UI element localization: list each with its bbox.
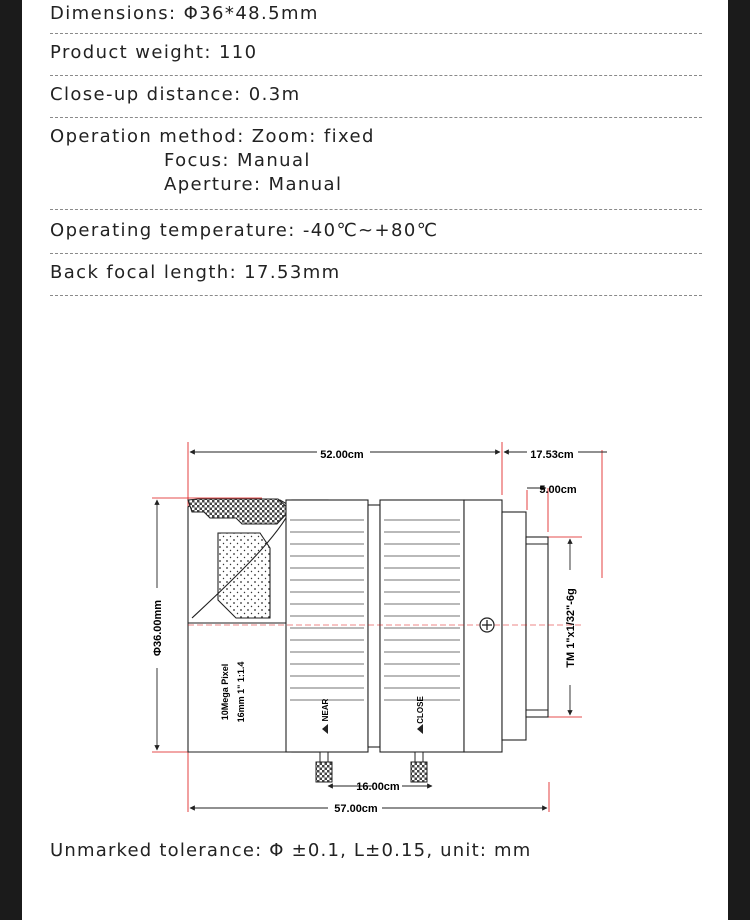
lens-technical-drawing — [22, 300, 728, 840]
spec-sheet — [22, 0, 728, 920]
spec-weight: Product weight: 110 — [50, 34, 702, 76]
thread-spec-label: TM 1"x1/32"-6g — [565, 588, 577, 668]
spec-operation-method: Operation method: Zoom: fixed Focus: Manual Aperture: Manual — [50, 118, 702, 210]
spec-dimensions: Dimensions: Φ36*48.5mm — [50, 0, 702, 34]
dim-flange-label: 17.53cm — [530, 449, 574, 461]
lens-label-megapixel: 10Mega Pixel — [220, 663, 230, 721]
dim-diameter-label: Φ36.00mm — [152, 599, 164, 657]
dim-top-label: 52.00cm — [320, 449, 364, 461]
near-label: NEAR — [321, 698, 330, 722]
dim-screw-spacing-label: 16.00cm — [356, 781, 400, 793]
close-label: CLOSE — [416, 696, 425, 724]
spec-closeup-distance: Close-up distance: 0.3m — [50, 76, 702, 118]
center-mark-icon — [480, 618, 494, 632]
spec-operating-temperature: Operating temperature: -40℃~+80℃ — [50, 210, 702, 254]
lens-label-focal: 16mm 1" 1:1.4 — [236, 661, 246, 723]
locking-screws — [316, 752, 427, 782]
spec-list — [50, 0, 702, 296]
tolerance-note: Unmarked tolerance: Φ ±0.1, L±0.15, unit: mm — [50, 840, 532, 861]
spec-back-focal-length: Back focal length: 17.53mm — [50, 254, 702, 296]
dim-thread-length-label: 5.00cm — [539, 484, 577, 496]
dim-bottom-label: 57.00cm — [334, 803, 378, 815]
